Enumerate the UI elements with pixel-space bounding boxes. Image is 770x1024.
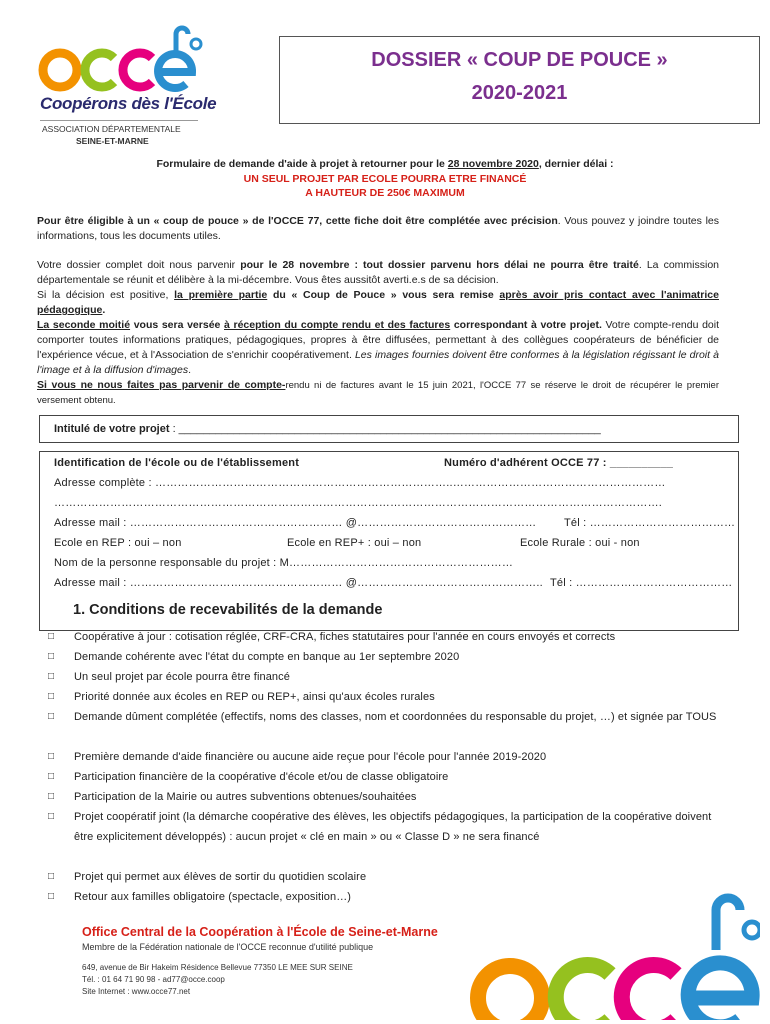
- footer-decoration: [470, 880, 760, 1020]
- condition-text: Demande cohérente avec l'état du compte en banque au 1er septembre 2020: [74, 651, 460, 663]
- address-continuation[interactable]: ……………………………………………………………………………………………………………………………………………….: [54, 497, 663, 509]
- project-title-label: Intitulé de votre projet: [54, 423, 170, 435]
- contact-name-field[interactable]: Nom de la personne responsable du projet : M……………………………………………………: [54, 557, 514, 569]
- condition-text: Projet coopératif joint (la démarche coopérative des élèves, les objectifs pédagogiques, la participation de la coopérative doivent être explicitement développés) : aucun projet « clé en main » ou « Classe D » ne sera financé: [74, 811, 712, 843]
- document-year: 2020-2021: [471, 82, 568, 104]
- condition-text: Coopérative à jour : cotisation réglée, CRF-CRA, fiches statutaires pour l'année en cours envoyés et corrects: [74, 631, 616, 643]
- eligibility-paragraph: Pour être éligible à un « coup de pouce » de l'OCCE 77, cette fiche doit être complétée avec précision. Vous pouvez y joindre toutes les informations, tous les documents utiles.: [37, 215, 719, 242]
- address-field[interactable]: Adresse complète : ……………………………………………………………………..…………………………………………………: [54, 477, 666, 489]
- title-box: [279, 36, 760, 124]
- logo-department: SEINE-ET-MARNE: [76, 136, 149, 146]
- contact-email-field[interactable]: Adresse mail : ………………………………………………… @…………………………………………..: [54, 577, 543, 589]
- checkbox-icon[interactable]: □: [48, 631, 55, 642]
- checkbox-icon[interactable]: □: [48, 651, 55, 662]
- condition-text: Participation financière de la coopérative d'école et/ou de classe obligatoire: [74, 771, 449, 783]
- logo-association: ASSOCIATION DÉPARTEMENTALE: [42, 124, 181, 134]
- footer-contact: [82, 962, 353, 998]
- condition-text: Projet qui permet aux élèves de sortir du quotidien scolaire: [74, 871, 367, 883]
- occe-logo: [36, 22, 217, 152]
- logo-tagline: Coopérons dès l'École: [40, 94, 217, 113]
- checkbox-icon[interactable]: □: [48, 871, 55, 882]
- condition-item: [48, 647, 728, 667]
- project-title-box: [39, 415, 739, 443]
- condition-item: [48, 747, 728, 767]
- project-title-line[interactable]: : _____________________________________________________________________: [169, 423, 601, 435]
- document-title: DOSSIER « COUP DE POUCE »: [371, 49, 668, 71]
- checkbox-icon[interactable]: □: [48, 691, 55, 702]
- checkbox-icon[interactable]: □: [48, 771, 55, 782]
- footer-site[interactable]: Site Internet : www.occe77.net: [82, 987, 191, 996]
- checkbox-icon[interactable]: □: [48, 671, 55, 682]
- conditions-title: 1. Conditions de recevabilités de la demande: [73, 602, 383, 618]
- condition-text: Priorité donnée aux écoles en REP ou REP+, ainsi qu'aux écoles rurales: [74, 691, 435, 703]
- footer-member: Membre de la Fédération nationale de l'OCCE reconnue d'utilité publique: [82, 942, 374, 952]
- condition-text: Un seul projet par école pourra être financé: [74, 671, 290, 683]
- project-title-field[interactable]: [54, 423, 601, 435]
- rep-option[interactable]: Ecole en REP : oui – non: [54, 537, 182, 549]
- intro-deadline: Formulaire de demande d'aide à projet à retourner pour le 28 novembre 2020, dernier délai :: [156, 158, 614, 170]
- condition-item: [48, 767, 728, 787]
- footer-address: 649, avenue de Bir Hakeim Résidence Bellevue 77350 LE MEE SUR SEINE: [82, 963, 353, 972]
- intro-one-project: UN SEUL PROJET PAR ECOLE POURRA ETRE FINANCÉ: [243, 173, 527, 185]
- checkbox-icon[interactable]: □: [48, 711, 55, 722]
- condition-text: Retour aux familles obligatoire (spectacle, exposition…): [74, 891, 352, 903]
- occe-letters-logo: [36, 22, 206, 94]
- condition-item: [48, 707, 728, 727]
- condition-text: Demande dûment complétée (effectifs, noms des classes, nom et coordonnées du responsable du projet, …) et signée par TOUS: [74, 711, 717, 723]
- checkbox-icon[interactable]: □: [48, 891, 55, 902]
- contact-phone-field[interactable]: Tél : ……………………………………: [550, 577, 733, 589]
- footer-org: Office Central de la Coopération à l'École de Seine-et-Marne: [82, 925, 438, 939]
- condition-item: [48, 807, 728, 847]
- condition-text: Première demande d'aide financière ou aucune aide reçue pour l'école pour l'année 2019-2020: [74, 751, 547, 763]
- school-header: Identification de l'école ou de l'établissement: [54, 457, 300, 469]
- footer-phone: Tél. : 01 64 71 90 98 - ad77@occe.coop: [82, 975, 225, 984]
- intro-max-amount: A HAUTEUR DE 250€ MAXIMUM: [305, 187, 465, 199]
- deadline-date: 28 novembre 2020: [447, 158, 539, 170]
- checkbox-icon[interactable]: □: [48, 751, 55, 762]
- condition-item: [48, 787, 728, 807]
- logo-divider: [40, 120, 198, 121]
- condition-item: [48, 667, 728, 687]
- condition-text: Participation de la Mairie ou autres subventions obtenues/souhaitées: [74, 791, 417, 803]
- condition-item: [48, 687, 728, 707]
- condition-item: [48, 627, 728, 647]
- school-email-field[interactable]: Adresse mail : ………………………………………………… @…………………………………………: [54, 517, 537, 529]
- dossier-paragraph: Votre dossier complet doit nous parvenir pour le 28 novembre : tout dossier parvenu hors délai ne pourra être traité. La commission départementale se réunit et délibère à la mi-décembre. Vous êtes aussitôt averti.e.s de sa décision. Si la décision est positive, la première partie du « Coup de Pouce » vous sera remise après avoir pris contact avec l'animatrice pédagogique. La seconde moitié vous sera versée à réception du compte rendu et des factures correspondant à votre projet. Votre compte-rendu doit comporter toutes informations pratiques, pédagogiques, propres à être diffusées, permettant à des collègues coopérateurs de bénéficier de l'expérience vécue, et à l'Association de s'enrichir coopérativement. Les images fournies doivent être conformes à la législation régissant le droit à l'image et à la diffusion d'images. Si vous ne nous faites pas parvenir de compte-rendu ni de factures avant le 15 juin 2021, l'OCCE 77 se réserve le droit de récupérer le premier versement obtenu.: [37, 259, 720, 406]
- checkbox-icon[interactable]: □: [48, 811, 55, 822]
- rural-option[interactable]: Ecole Rurale : oui - non: [520, 537, 640, 549]
- rep-plus-option[interactable]: Ecole en REP+ : oui – non: [287, 537, 422, 549]
- checkbox-icon[interactable]: □: [48, 791, 55, 802]
- school-phone-field[interactable]: Tél : …………………………………: [564, 517, 736, 529]
- member-number-field[interactable]: Numéro d'adhérent OCCE 77 : __________: [444, 457, 674, 469]
